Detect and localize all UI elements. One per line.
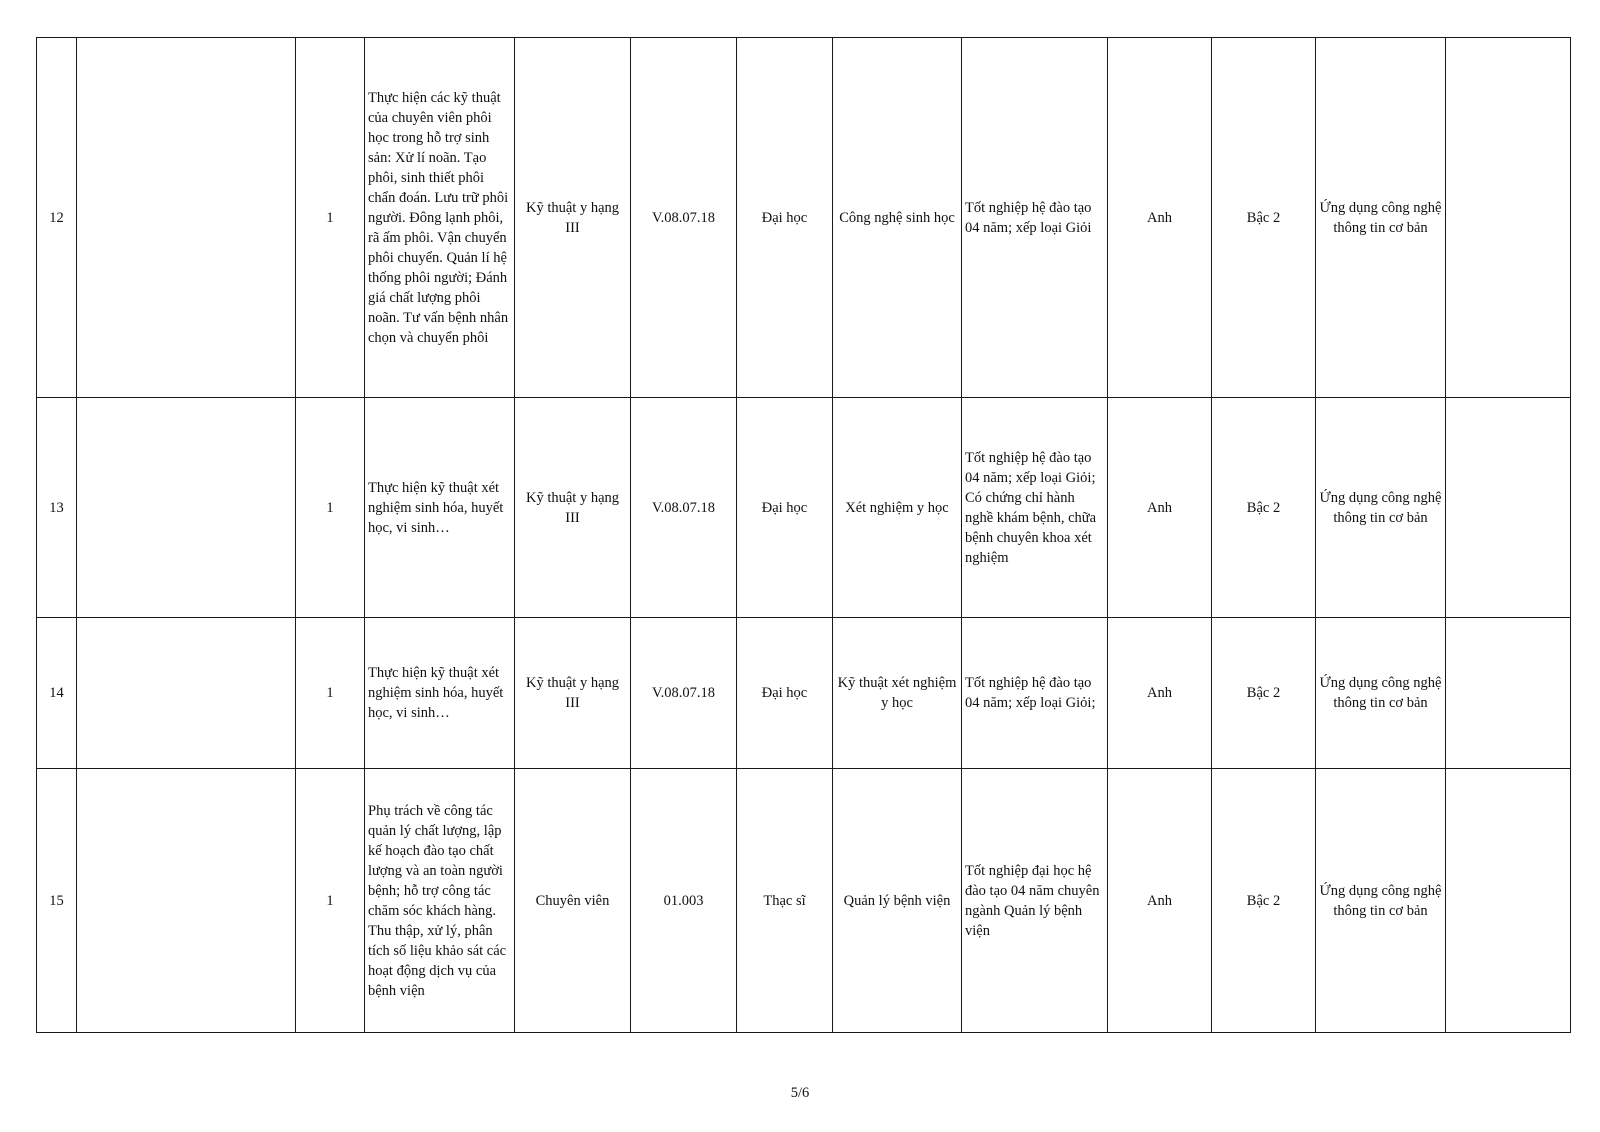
major-cell: Kỹ thuật xét nghiệm y học — [833, 618, 962, 769]
duty-cell: Thực hiện các kỹ thuật của chuyên viên phôi học trong hỗ trợ sinh sản: Xử lí noãn. Tạo phôi, sinh thiết phôi chẩn đoán. Lưu trữ phôi người. Đông lạnh phôi, rã ấm phôi. Vận chuyển phôi chuyển. Quản lí hệ thống phôi người; Đánh giá chất lượng phôi noãn. Tư vấn bệnh nhân chọn và chuyển phôi — [365, 38, 515, 398]
language-cell: Anh — [1108, 398, 1212, 618]
table-row — [37, 618, 1571, 769]
row-number: 14 — [37, 618, 77, 769]
note-cell — [1446, 38, 1571, 398]
it-skill-cell: Ứng dụng công nghệ thông tin cơ bản — [1316, 398, 1446, 618]
it-skill-cell: Ứng dụng công nghệ thông tin cơ bản — [1316, 769, 1446, 1033]
unit-cell — [77, 618, 296, 769]
degree-cell: Đại học — [737, 618, 833, 769]
language-level-cell: Bậc 2 — [1212, 38, 1316, 398]
unit-cell — [77, 769, 296, 1033]
duty-cell: Thực hiện kỹ thuật xét nghiệm sinh hóa, huyết học, vi sinh… — [365, 618, 515, 769]
job-title-cell: Kỹ thuật y hạng III — [515, 618, 631, 769]
degree-cell: Đại học — [737, 398, 833, 618]
job-title-cell: Kỹ thuật y hạng III — [515, 38, 631, 398]
language-level-cell: Bậc 2 — [1212, 769, 1316, 1033]
major-cell: Công nghệ sinh học — [833, 38, 962, 398]
major-cell: Xét nghiệm y học — [833, 398, 962, 618]
unit-cell — [77, 398, 296, 618]
row-number: 15 — [37, 769, 77, 1033]
job-title-cell: Chuyên viên — [515, 769, 631, 1033]
requirement-cell: Tốt nghiệp đại học hệ đào tạo 04 năm chuyên ngành Quản lý bệnh viện — [962, 769, 1108, 1033]
table-row — [37, 38, 1571, 398]
degree-cell: Thạc sĩ — [737, 769, 833, 1033]
major-cell: Quản lý bệnh viện — [833, 769, 962, 1033]
unit-cell — [77, 38, 296, 398]
language-cell: Anh — [1108, 38, 1212, 398]
job-code-cell: V.08.07.18 — [631, 38, 737, 398]
row-number: 12 — [37, 38, 77, 398]
language-level-cell: Bậc 2 — [1212, 618, 1316, 769]
requirement-cell: Tốt nghiệp hệ đào tạo 04 năm; xếp loại Giỏi; Có chứng chỉ hành nghề khám bệnh, chữa bệnh chuyên khoa xét nghiệm — [962, 398, 1108, 618]
note-cell — [1446, 618, 1571, 769]
page-number: 5/6 — [790, 1085, 810, 1101]
note-cell — [1446, 398, 1571, 618]
row-number: 13 — [37, 398, 77, 618]
degree-cell: Đại học — [737, 38, 833, 398]
job-code-cell: V.08.07.18 — [631, 398, 737, 618]
quantity-cell: 1 — [296, 38, 365, 398]
it-skill-cell: Ứng dụng công nghệ thông tin cơ bản — [1316, 618, 1446, 769]
job-code-cell: V.08.07.18 — [631, 618, 737, 769]
table-row — [37, 398, 1571, 618]
it-skill-cell: Ứng dụng công nghệ thông tin cơ bản — [1316, 38, 1446, 398]
note-cell — [1446, 769, 1571, 1033]
language-cell: Anh — [1108, 618, 1212, 769]
language-cell: Anh — [1108, 769, 1212, 1033]
requirement-cell: Tốt nghiệp hệ đào tạo 04 năm; xếp loại Giỏi; — [962, 618, 1108, 769]
language-level-cell: Bậc 2 — [1212, 398, 1316, 618]
quantity-cell: 1 — [296, 769, 365, 1033]
table-row — [37, 769, 1571, 1033]
job-title-cell: Kỹ thuật y hạng III — [515, 398, 631, 618]
duty-cell: Thực hiện kỹ thuật xét nghiệm sinh hóa, huyết học, vi sinh… — [365, 398, 515, 618]
recruitment-table — [36, 37, 1571, 1033]
job-code-cell: 01.003 — [631, 769, 737, 1033]
duty-cell: Phụ trách về công tác quản lý chất lượng, lập kế hoạch đào tạo chất lượng và an toàn người bệnh; hỗ trợ công tác chăm sóc khách hàng. Thu thập, xử lý, phân tích số liệu khảo sát các hoạt động dịch vụ của bệnh viện — [365, 769, 515, 1033]
requirement-cell: Tốt nghiệp hệ đào tạo 04 năm; xếp loại Giỏi — [962, 38, 1108, 398]
quantity-cell: 1 — [296, 398, 365, 618]
quantity-cell: 1 — [296, 618, 365, 769]
